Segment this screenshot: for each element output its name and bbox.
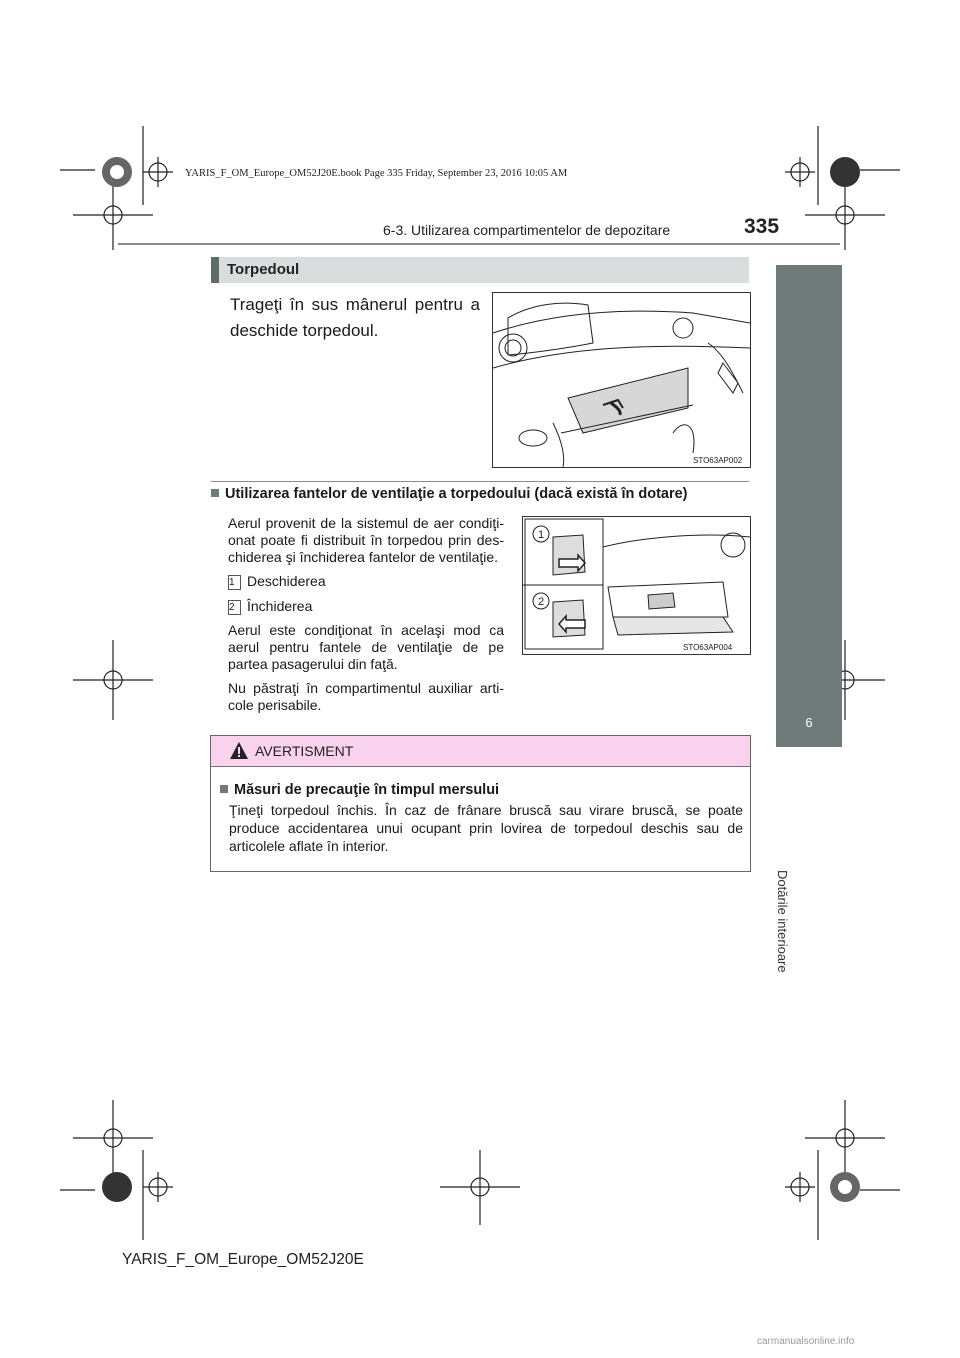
header-rule [118, 243, 840, 245]
glovebox-illustration [492, 292, 751, 468]
warning-subheading [220, 782, 499, 798]
glovebox-drawing [493, 293, 750, 467]
section-accent [211, 257, 219, 283]
section-heading-bar [211, 257, 749, 283]
list-item [228, 573, 504, 590]
intro-text: Trageţi în sus mânerul pentru a deschide torpedoul. [230, 295, 480, 340]
item-label: Deschiderea [247, 573, 326, 589]
para-storage-note: Nu păstraţi în compartimentul auxiliar arti-cole perisabile. [228, 680, 504, 713]
print-line: YARIS_F_OM_Europe_OM52J20E.book Page 335 Friday, September 23, 2016 10:05 AM [185, 168, 568, 179]
bullet-square-icon [211, 489, 219, 497]
callout-1: 1 [538, 529, 545, 541]
item-number-badge: 1 [228, 575, 241, 590]
warning-text: Ţineţi torpedoul închis. În caz de frânare bruscă sau virare bruscă, se poate produce accidentarea unui ocupant prin lovirea de torpedoul deschis sau de articolele aflate în interior. [229, 802, 743, 854]
chapter-tab [776, 265, 842, 747]
chapter-label [775, 755, 808, 973]
footer-code: YARIS_F_OM_Europe_OM52J20E [122, 1251, 364, 1268]
callout-2: 2 [538, 596, 545, 608]
item-number-badge: 2 [228, 600, 241, 615]
chapter-label-text: Dotările interioare [775, 870, 790, 973]
chapter-tab-number: 6 [805, 715, 813, 730]
warning-title: AVERTISMENT [255, 743, 354, 759]
image1-code: STO63AP002 [693, 456, 743, 465]
warning-box [210, 735, 751, 872]
vent-illustration [522, 516, 751, 655]
header-title: 6-3. Utilizarea compartimentelor de depozitare [383, 222, 671, 238]
page-number: 335 [744, 215, 780, 238]
warning-header [211, 736, 750, 767]
list-item [228, 598, 504, 615]
item-label: Închiderea [247, 598, 313, 614]
section-divider [211, 481, 749, 482]
para-conditioning: Aerul este condiţionat în acelaşi mod ca aerul pentru fantele de ventilaţie de pe partea pasagerului din faţă. [228, 622, 504, 672]
vent-drawing [523, 517, 750, 654]
subsection-heading [211, 486, 688, 502]
image2-code: STO63AP004 [683, 643, 733, 652]
para-intro: Aerul provenit de la sistemul de aer condiţi-onat poate fi distribuit în torpedou prin des-chiderea şi închiderea fantelor de ventilaţie. [228, 515, 504, 565]
warning-subheading-text: Măsuri de precauţie în timpul mersului [234, 782, 500, 798]
bullet-square-icon [220, 785, 228, 793]
watermark: carmanualsonline.info [757, 1336, 855, 1347]
warning-triangle-icon [229, 741, 249, 760]
subsection-heading-text: Utilizarea fantelor de ventilaţie a torpedoului (dacă există în dotare) [225, 486, 688, 502]
section-title: Torpedoul [227, 261, 300, 278]
